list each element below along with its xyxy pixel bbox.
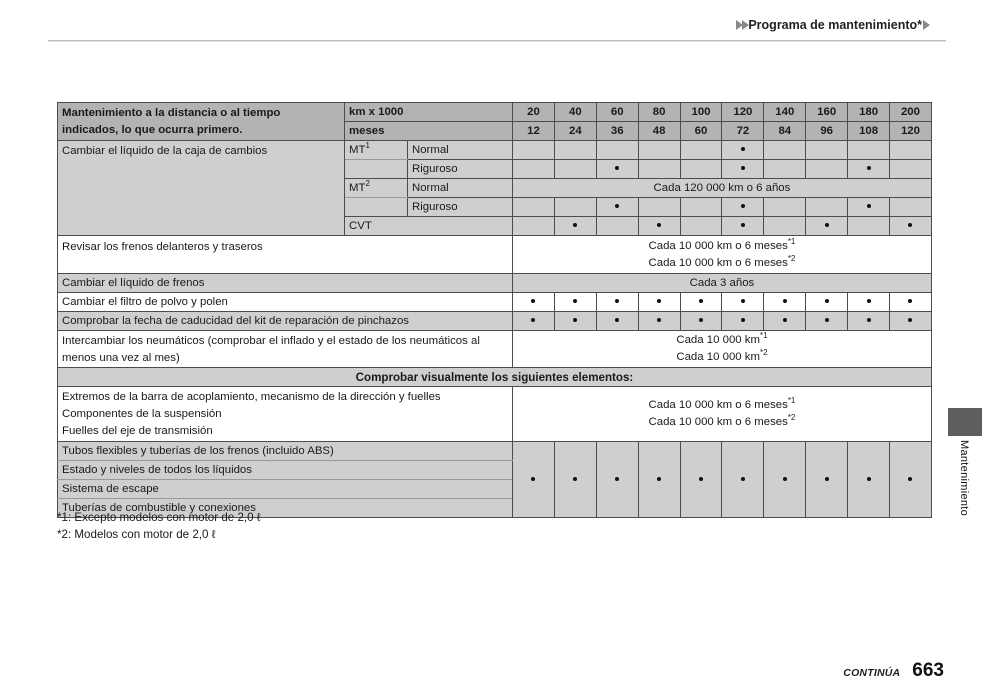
cell-interval [848,141,890,160]
cell-interval [848,217,890,236]
col-header-month-4: 48 [638,122,680,141]
cell-interval [554,198,596,217]
tyre-interval [513,331,932,368]
col-header-month-7: 84 [764,122,806,141]
interval-dot [908,220,912,232]
cell-interval [513,293,555,312]
task-label-puncture-kit: Comprobar la fecha de caducidad del kit de reparación de pinchazos [58,312,513,331]
interval-dot [783,296,787,308]
interval-dot [825,296,829,308]
table-row [58,293,932,312]
cell-interval [764,442,806,518]
cell-interval [764,141,806,160]
interval-dot [908,296,912,308]
page-title: Programa de mantenimiento* [748,18,922,32]
cell-interval [554,217,596,236]
cell-interval [513,198,555,217]
interval-dot [657,473,661,485]
interval-dot [825,315,829,327]
continued-label: CONTINÚA [843,667,901,679]
cell-interval [680,198,722,217]
interval-dot [615,201,619,213]
interval-dot [741,296,745,308]
interval-dot [657,296,661,308]
gearbox-type-spacer-2 [345,198,408,217]
cell-interval [513,141,555,160]
table-row [58,442,932,461]
cell-interval [513,442,555,518]
cell-interval [848,198,890,217]
cell-interval [638,141,680,160]
cell-interval [680,160,722,179]
table-row [58,236,932,274]
interval-dot [908,473,912,485]
cell-interval [722,217,764,236]
table-header-row-km [58,103,932,122]
unit-label-km: km x 1000 [345,103,513,122]
visual-group2-item-3: Sistema de escape [58,480,513,499]
cell-interval [638,198,680,217]
interval-dot [615,473,619,485]
col-header-km-7: 140 [764,103,806,122]
visual-group2-item-1: Tubos flexibles y tuberías de los frenos (incluido ABS) [58,442,513,461]
cell-interval [890,198,932,217]
gearbox-mode-riguroso: Riguroso [408,160,513,179]
cell-interval [722,141,764,160]
interval-dot [699,315,703,327]
cell-interval [596,198,638,217]
col-header-month-6: 72 [722,122,764,141]
brake-fluid-interval: Cada 3 años [513,274,932,293]
cell-interval [806,442,848,518]
page-header [0,18,992,40]
brakes-interval-line1: Cada 10 000 km o 6 meses$^{*1}$ [648,236,796,252]
cell-interval [890,160,932,179]
visual-group1-item: Componentes de la suspensión [62,408,222,420]
tyre-interval-line1: Cada 10 000 $km^{*1}$ [676,331,768,346]
cell-interval [680,293,722,312]
table-row [58,331,932,368]
col-header-month-1: 12 [513,122,555,141]
cell-interval [513,160,555,179]
interval-dot [741,315,745,327]
interval-dot [867,201,871,213]
task-label-pollen-filter: Cambiar el filtro de polvo y polen [58,293,513,312]
gearbox-mode-normal: Normal [408,141,513,160]
interval-dot [741,473,745,485]
gearbox-type-cvt: CVT [345,217,513,236]
interval-dot [699,296,703,308]
tyre-interval-line2: Cada 10 000 $km^{*2}$ [676,348,768,363]
cell-interval [848,312,890,331]
col-header-month-5: 60 [680,122,722,141]
interval-dot [908,315,912,327]
cell-interval [764,160,806,179]
section-tab-marker [948,408,982,436]
interval-dot [867,163,871,175]
cell-interval [764,198,806,217]
gearbox-type-spacer [345,160,408,179]
cell-interval [638,442,680,518]
interval-dot [657,315,661,327]
interval-dot [573,220,577,232]
triangle-right-icon [923,20,930,30]
maintenance-schedule-table [57,102,932,518]
table-row [58,368,932,387]
cell-interval [722,293,764,312]
task-label-brakes: Revisar los frenos delanteros y traseros [58,236,513,274]
col-header-month-9: 108 [848,122,890,141]
col-header-km-9: 180 [848,103,890,122]
footnotes [57,510,261,543]
cell-interval [680,442,722,518]
interval-dot [783,473,787,485]
interval-dot [741,201,745,213]
col-header-km-1: 20 [513,103,555,122]
gearbox-mode-riguroso-2: Riguroso [408,198,513,217]
cell-interval [806,293,848,312]
interval-dot [783,315,787,327]
corner-label-line1: Mantenimiento a la distancia o al tiempo [62,106,281,119]
tyre-task-line1: Intercambiar los neumáticos (comprobar el inflado y el estado de los neumáticos al [62,335,480,347]
cell-interval [806,198,848,217]
interval-dot [573,315,577,327]
cell-interval [890,217,932,236]
cell-interval [764,312,806,331]
gearbox-mt2-interval: Cada 120 000 km o 6 años [513,179,932,198]
cell-interval [554,312,596,331]
table-row [58,274,932,293]
cell-interval [722,442,764,518]
interval-dot [615,163,619,175]
header-title-group [736,18,930,32]
cell-interval [513,312,555,331]
task-label-gearbox: Cambiar el líquido de la caja de cambios [58,141,345,236]
cell-interval [848,442,890,518]
col-header-km-5: 100 [680,103,722,122]
page-footer [843,660,944,682]
cell-interval [890,312,932,331]
cell-interval [596,217,638,236]
cell-interval [638,160,680,179]
interval-dot [867,296,871,308]
interval-dot [615,315,619,327]
section-tab-label: Mantenimiento [958,440,970,517]
brakes-interval [513,236,932,274]
cell-interval [806,217,848,236]
cell-interval [680,217,722,236]
cell-interval [554,293,596,312]
col-header-month-2: 24 [554,122,596,141]
cell-interval [764,293,806,312]
col-header-km-3: 60 [596,103,638,122]
interval-dot [741,163,745,175]
cell-interval [806,160,848,179]
cell-interval [638,293,680,312]
interval-dot [741,220,745,232]
gearbox-type-mt2: $MT^2$ [345,179,408,198]
visual-group1-interval-line2: Cada 10 000 km o 6 meses$^{*2}$ [648,413,796,428]
cell-interval [513,217,555,236]
cell-interval [890,442,932,518]
table-row [58,312,932,331]
visual-group1-item: Extremos de la barra de acoplamiento, mecanismo de la dirección y fuelles [62,391,441,403]
visual-group1-interval [513,387,932,442]
interval-dot [741,144,745,156]
interval-dot [573,296,577,308]
cell-interval [890,293,932,312]
table-row [58,387,932,442]
cell-interval [722,160,764,179]
cell-interval [638,217,680,236]
col-header-km-2: 40 [554,103,596,122]
cell-interval [764,217,806,236]
cell-interval [596,141,638,160]
cell-interval [554,160,596,179]
footnote-2: *2: Modelos con motor de 2,0 ℓ [57,527,216,541]
cell-interval [722,198,764,217]
task-label-tyre-rotation [58,331,513,368]
cell-interval [596,312,638,331]
col-header-km-4: 80 [638,103,680,122]
cell-interval [848,293,890,312]
visual-group1-labels [58,387,513,442]
cell-interval [638,312,680,331]
cell-interval [596,293,638,312]
brakes-interval-line2: Cada 10 000 km o 6 meses$^{*2}$ [648,253,796,269]
visual-inspection-banner: Comprobar visualmente los siguientes elementos: [58,368,932,387]
footnote-1: *1: Excepto modelos con motor de 2,0 ℓ [57,511,261,524]
interval-dot [825,473,829,485]
visual-group1-item: Fuelles del eje de transmisión [62,425,213,437]
visual-group2-item-2: Estado y niveles de todos los líquidos [58,461,513,480]
cell-interval [554,141,596,160]
col-header-month-3: 36 [596,122,638,141]
task-label-brake-fluid: Cambiar el líquido de frenos [58,274,513,293]
cell-interval [596,160,638,179]
page-number: 663 [912,660,944,681]
cell-interval [806,312,848,331]
cell-interval [890,141,932,160]
interval-dot [825,220,829,232]
gearbox-mode-normal-2: Normal [408,179,513,198]
corner-label-line2: indicados, lo que ocurra primero. [62,123,243,136]
interval-dot [657,220,661,232]
corner-header-cell [58,103,345,141]
visual-group2-item-4: Tuberías de combustible y conexiones [58,499,513,518]
cell-interval [680,141,722,160]
interval-dot [867,315,871,327]
cell-interval [680,312,722,331]
table-row [58,141,932,160]
tyre-task-line2: menos una vez al mes) [62,352,180,364]
cell-interval [722,312,764,331]
interval-dot [531,296,535,308]
cell-interval [848,160,890,179]
interval-dot [531,315,535,327]
col-header-month-8: 96 [806,122,848,141]
cell-interval [806,141,848,160]
visual-group1-interval-line1: Cada 10 000 km o 6 meses$^{*1}$ [648,396,796,411]
col-header-km-6: 120 [722,103,764,122]
col-header-km-8: 160 [806,103,848,122]
interval-dot [615,296,619,308]
cell-interval [554,442,596,518]
col-header-month-10: 120 [890,122,932,141]
unit-label-months: meses [345,122,513,141]
interval-dot [531,473,535,485]
gearbox-type-mt1: $MT^1$ [345,141,408,160]
interval-dot [867,473,871,485]
interval-dot [573,473,577,485]
col-header-km-10: 200 [890,103,932,122]
header-divider [48,40,946,41]
cell-interval [596,442,638,518]
interval-dot [699,473,703,485]
